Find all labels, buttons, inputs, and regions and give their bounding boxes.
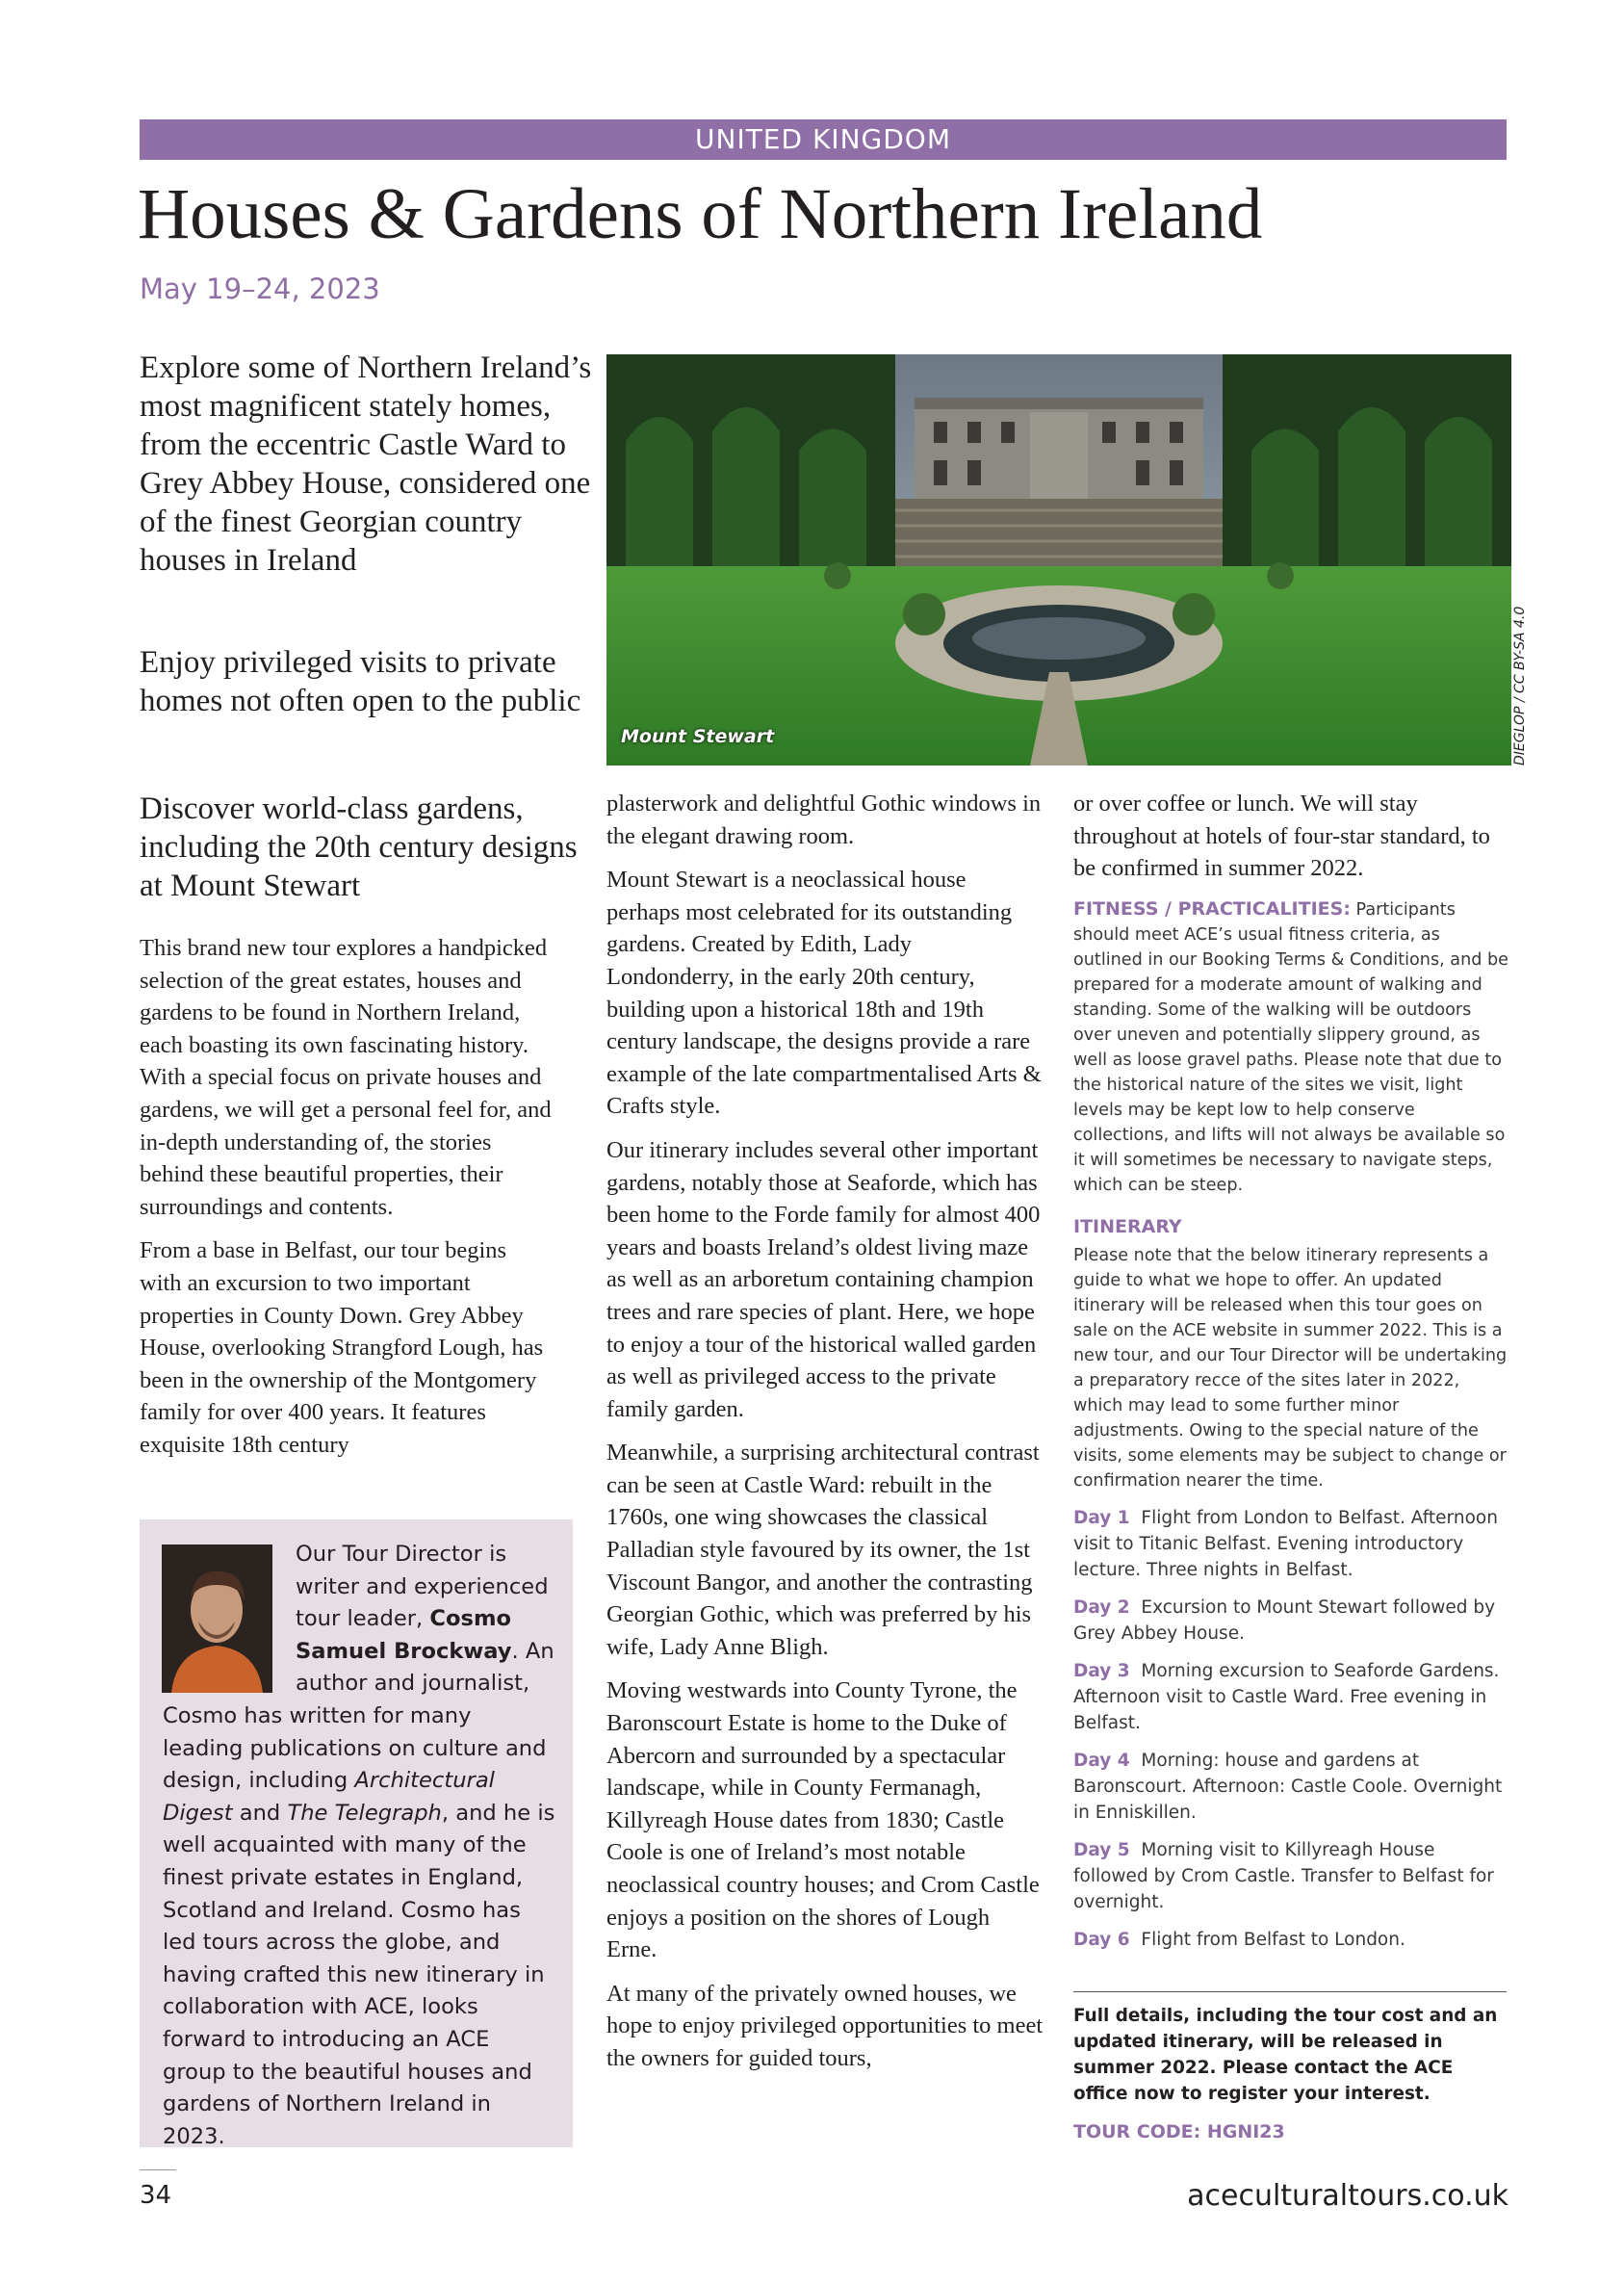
body-paragraph: Mount Stewart is a neoclassical house perhaps most celebrated for its outstanding gardens. Created by Edith, Lady Londonderry, in the early 20th century, building upon a historical 18th and 19th century landscape, the designs provide a rare example of the late compartmentalised Arts & Crafts style.	[606, 867, 1042, 1120]
day-text: Excursion to Mount Stewart followed by Grey Abbey House.	[1073, 1597, 1496, 1645]
itinerary-heading: ITINERARY	[1073, 1215, 1182, 1237]
publication-name: The Telegraph	[287, 1800, 442, 1826]
divider	[1073, 1991, 1507, 1992]
bio-text: and	[232, 1800, 288, 1826]
tour-director-box	[140, 1519, 573, 2147]
tour-dates: May 19–24, 2023	[140, 273, 380, 305]
day-label: Day 4	[1073, 1751, 1130, 1772]
bio-text: , and he is well acquainted with many of the finest private estates in England, Scotland and Ireland. Cosmo has led tours across the globe, and having crafted this new itinerary in collaboration with ACE, looks forward to introducing an ACE group to the beautiful houses and gardens of Northern Ireland in 2023.	[163, 1800, 555, 2149]
day-label: Day 2	[1073, 1597, 1130, 1619]
fitness-heading: FITNESS / PRACTICALITIES:	[1073, 897, 1351, 920]
bio-text: . An author and journalist, Cosmo has written for many leading publications on culture and design, including	[163, 1638, 554, 1794]
highlight-1: Explore some of Northern Ireland’s most magnificent stately homes, from the eccentric Castle Ward to Grey Abbey House, considered one of the finest Georgian country houses in Ireland	[140, 350, 592, 578]
body-column-1	[140, 932, 554, 1473]
photo-caption: Mount Stewart	[621, 726, 775, 747]
tour-director-portrait	[162, 1544, 272, 1693]
mount-stewart-photo	[606, 354, 1511, 766]
day-text: Flight from Belfast to London.	[1141, 1930, 1405, 1951]
section-banner: UNITED KINGDOM	[140, 119, 1507, 160]
itinerary-day-4	[1073, 1748, 1511, 1826]
website-link[interactable]: aceculturaltours.co.uk	[1187, 2179, 1508, 2213]
highlight-2: Enjoy privileged visits to private homes not often open to the public	[140, 645, 581, 718]
day-text: Morning visit to Killyreagh House followed by Crom Castle. Transfer to Belfast for overnight.	[1073, 1840, 1494, 1913]
itinerary-day-6	[1073, 1927, 1511, 1953]
belfast-paragraph: From a base in Belfast, our tour begins with an excursion to two important properties in County Down. Grey Abbey House, overlooking Strangford Lough, has been in the ownership of the Montgomery family for over 400 years. It features exquisite 18th century	[140, 1237, 544, 1458]
body-paragraph: Our itinerary includes several other important gardens, notably those at Seaforde, which has been home to the Forde family for almost 400 years and boasts Ireland’s oldest living maze as well as an arboretum containing champion trees and rare species of plant. Here, we hope to enjoy a tour of the historical walled garden as well as privileged access to the private family garden.	[606, 1136, 1041, 1422]
body-paragraph: Moving westwards into County Tyrone, the Baronscourt Estate is home to the Duke of Abercorn and surrounded by a spectacular landscape, while in County Fermanagh, Killyreagh House dates from 1830; Castle Coole is one of Ireland’s most notable neoclassical country houses; and Crom Castle enjoys a position on the shores of Lough Erne.	[606, 1677, 1040, 1963]
fitness-section	[1073, 896, 1511, 1198]
day-label: Day 3	[1073, 1661, 1130, 1682]
day-label: Day 1	[1073, 1508, 1130, 1529]
body-paragraph: or over coffee or lunch. We will stay throughout at hotels of four-star standard, to be confirmed in summer 2022.	[1073, 791, 1490, 882]
tour-code: TOUR CODE: HGNI23	[1073, 2121, 1285, 2142]
itinerary-day-3	[1073, 1658, 1511, 1736]
publication-name: Architectural Digest	[163, 1768, 495, 1826]
page-number: 34	[140, 2181, 172, 2210]
day-label: Day 6	[1073, 1930, 1130, 1951]
body-column-2	[606, 788, 1044, 2087]
day-text: Morning excursion to Seaforde Gardens. Afternoon visit to Castle Ward. Free evening in Belfast.	[1073, 1661, 1500, 1734]
day-text: Flight from London to Belfast. Afternoon visit to Titanic Belfast. Evening introductory lecture. Three nights in Belfast.	[1073, 1508, 1498, 1581]
page-number-rule	[140, 2169, 176, 2170]
highlight-3: Discover world-class gardens, including the 20th century designs at Mount Stewart	[140, 792, 578, 903]
fitness-text: Participants should meet ACE’s usual fitness criteria, as outlined in our Booking Terms & Conditions, and be prepared for a moderate amount of walking and standing. Some of the walking will be outdoors over uneven and potentially slippery ground, as well as loose gravel paths. Please note that due to the historical nature of the sites we visit, light levels may be kept low to help conserve collections, and lifts will not always be available so it will sometimes be necessary to navigate steps, which can be steep.	[1073, 899, 1508, 1195]
itinerary-day-1	[1073, 1505, 1511, 1583]
intro-paragraph: This brand new tour explores a handpicked selection of the great estates, houses and gardens to be found in Northern Ireland, each boasting its own fascinating history. With a special focus on private houses and gardens, we will get a personal feel for, and in-depth understanding of, the stories behind these beautiful properties, their surroundings and contents.	[140, 935, 552, 1220]
body-paragraph: Meanwhile, a surprising architectural contrast can be seen at Castle Ward: rebuilt in the 1760s, one wing showcases the classical Palladian style favoured by its owner, the 1st Viscount Bangor, and another the contrasting Georgian Gothic, which was preferred by his wife, Lady Anne Bligh.	[606, 1440, 1040, 1660]
body-paragraph: At many of the privately owned houses, we hope to enjoy privileged opportunities to meet the owners for guided tours,	[606, 1980, 1044, 2071]
day-text: Morning: house and gardens at Baronscourt. Afternoon: Castle Coole. Overnight in Enniskillen.	[1073, 1751, 1503, 1824]
tour-director-name: Cosmo Samuel Brockway	[296, 1606, 512, 1664]
full-details-note: Full details, including the tour cost and an updated itinerary, will be released in summer 2022. Please contact the ACE office now to register your interest.	[1073, 2006, 1498, 2104]
body-column-3	[1073, 788, 1511, 1953]
itinerary-day-5	[1073, 1837, 1511, 1915]
page-title: Houses & Gardens of Northern Ireland	[138, 174, 1263, 254]
day-label: Day 5	[1073, 1840, 1130, 1861]
itinerary-day-2	[1073, 1595, 1511, 1647]
body-paragraph: plasterwork and delightful Gothic windows in the elegant drawing room.	[606, 791, 1042, 849]
bio-text: Our Tour Director is writer and experienced tour leader,	[296, 1542, 549, 1632]
photo-credit: DIEGLOP / CC BY-SA 4.0	[1512, 606, 1528, 766]
itinerary-note: Please note that the below itinerary represents a guide to what we hope to offer. An updated itinerary will be released when this tour goes on sale on the ACE website in summer 2022. This is a new tour, and our Tour Director will be undertaking a preparatory recce of the sites later in 2022, which may lead to some further minor adjustments. Owing to the special nature of the visits, some elements may be subject to change or confirmation nearer the time.	[1073, 1246, 1508, 1492]
